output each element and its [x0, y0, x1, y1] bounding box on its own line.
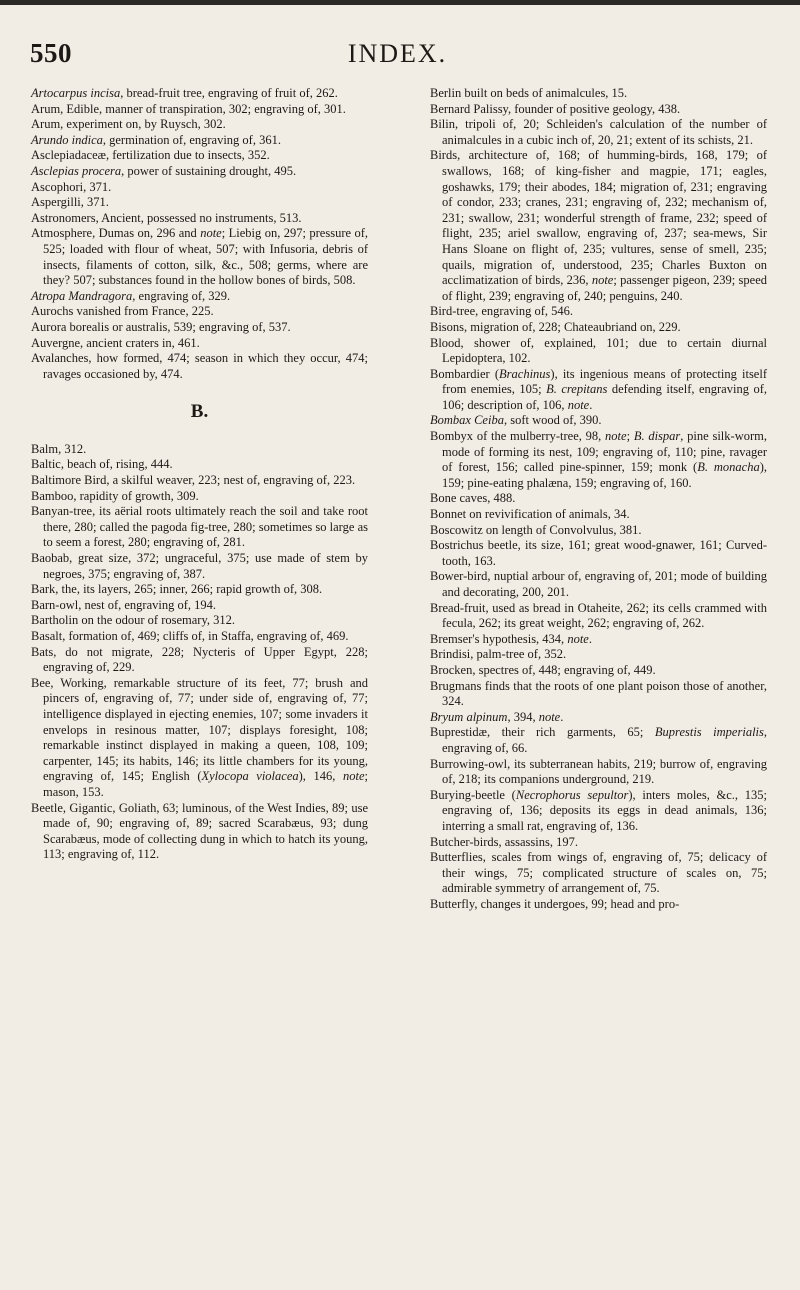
index-entry: Artocarpus incisa, bread-fruit tree, engraving of fruit of, 262. — [31, 86, 338, 100]
left-entries-b — [31, 442, 368, 863]
running-head: INDEX. — [347, 39, 448, 68]
index-entry: Bisons, migration of, 228; Chateaubriand on, 229. — [430, 319, 681, 334]
index-entry: Arum, Edible, manner of transpiration, 302; engraving of, 301. — [31, 101, 346, 116]
index-entry: Asclepiadaceæ, fertilization due to insects, 352. — [31, 148, 270, 163]
index-entry: Brocken, spectres of, 448; engraving of, 449. — [430, 662, 656, 677]
index-entry: Butterfly, changes it undergoes, 99; head and pro- — [430, 896, 680, 911]
page-top-rule — [0, 0, 800, 5]
index-entry: Bee, Working, remarkable structure of its feet, 77; brush and pincers of, engraving of, 77; under side of, engraving of, 77; intelligence displayed in ejecting enemies, 107; some invaders it envelops in resinous matter, 107; displays foresight, 108; remarkable instinct displayed in making a queen, 108, 109; carpenter, 145; its habits, 146; its little chambers for its young, engraving of, 145; English (Xylocopa violacea), 146, note; mason, 153. — [31, 675, 368, 799]
index-entry: Buprestidæ, their rich garments, 65; Buprestis imperialis, engraving of, 66. — [430, 725, 767, 755]
index-entry: Burying-beetle (Necrophorus sepultor), inters moles, &c., 135; engraving of, 136; deposits its eggs in dead animals, 136; interring a small rat, engraving of, 136. — [430, 787, 767, 833]
index-entry: Birds, architecture of, 168; of humming-birds, 168, 179; of swallows, 168; of king-fisher and magpie, 171; eagles, goshawks, 179; their abodes, 184; migration of, 231; engraving of condor, 233; cranes, 231; engraving of, 232; mechanism of, 231; swallow, 231; wonderful strength of frame, 232; speed of flight, 235; ariel swallow, engraving of, 237; sea-mews, Sir Hans Sloane on flight of, 235; vultures, sense of smell, 235; quails, migration of, understood, 235; Charles Buxton on acclimatization of birds, 236, note; passenger pigeon, 239; speed of flight, 239; engraving of, 240; penguins, 240. — [430, 148, 768, 303]
index-entry: Bombax Ceiba, soft wood of, 390. — [430, 413, 602, 428]
index-entry: Barn-owl, nest of, engraving of, 194. — [31, 597, 217, 612]
left-column — [31, 86, 368, 863]
index-entry: Baltimore Bird, a skilful weaver, 223; nest of, engraving of, 223. — [31, 473, 356, 488]
index-entry: Bernard Palissy, founder of positive geology, 438. — [430, 101, 681, 116]
index-entry: Baltic, beach of, rising, 444. — [31, 457, 173, 472]
index-entry: Baobab, great size, 372; ungraceful, 375; use made of stem by negroes, 375; engraving of, 387. — [31, 551, 368, 581]
index-entry: Bartholin on the odour of rosemary, 312. — [31, 613, 236, 628]
index-entry: Butterflies, scales from wings of, engraving of, 75; delicacy of their wings, 75; complicated structure of scales on, 75; admirable symmetry of arrangement of, 75. — [430, 850, 767, 896]
index-entry: Ascophori, 371. — [31, 179, 112, 194]
index-entry: Bonnet on revivification of animals, 34. — [430, 507, 630, 522]
index-entry: Atropa Mandragora, engraving of, 329. — [31, 288, 231, 303]
index-entry: Bombyx of the mulberry-tree, 98, note; B. dispar, pine silk-worm, mode of forming its nest, 109; engraving of, 110; pine, ravager of forest, 156; called pine-spinner, 159; monk (B. monacha), 159; pine-eating phalæna, 159; engraving of, 160. — [430, 429, 768, 490]
index-entry: Astronomers, Ancient, possessed no instruments, 513. — [31, 210, 302, 225]
left-entries-a — [31, 86, 368, 382]
index-entry: Bilin, tripoli of, 20; Schleiden's calculation of the number of animalcules in a cubic inch of, 20, 21; extent of its schists, 21. — [430, 117, 767, 147]
index-entry: Bombardier (Brachinus), its ingenious means of protecting itself from enemies, 105; B. crepitans defending itself, engraving of, 106; description of, 106, note. — [430, 366, 767, 412]
index-entry: Bostrichus beetle, its size, 161; great wood-gnawer, 161; Curved-tooth, 163. — [430, 538, 767, 568]
section-letter: B. — [190, 401, 209, 423]
index-entry: Bread-fruit, used as bread in Otaheite, 262; its cells crammed with fecula, 262; its great weight, 262; engraving of, 262. — [430, 600, 767, 631]
index-entry: Bryum alpinum, 394, note. — [430, 709, 564, 724]
right-column — [430, 86, 767, 912]
index-entry: Bird-tree, engraving of, 546. — [430, 304, 574, 319]
index-entry: Avalanches, how formed, 474; season in which they occur, 474; ravages occasioned by, 474. — [31, 351, 368, 381]
index-entry: Atmosphere, Dumas on, 296 and note; Liebig on, 297; pressure of, 525; loaded with flour of wheat, 507; with Infusoria, debris of insects, filaments of cotton, silk, &c., 508; germs, where are they? 507; substances found in the hollow bones of birds, 508. — [31, 226, 369, 288]
index-entry: Arum, experiment on, by Ruysch, 302. — [31, 117, 226, 132]
index-entry: Burrowing-owl, its subterranean habits, 219; burrow of, engraving of, 218; its companions underground, 219. — [430, 756, 767, 787]
index-entry: Bower-bird, nuptial arbour of, engraving of, 201; mode of building and decorating, 200, 201. — [430, 569, 767, 599]
index-entry: Bats, do not migrate, 228; Nycteris of Upper Egypt, 228; engraving of, 229. — [31, 644, 368, 675]
index-entry: Arundo indica, germination of, engraving of, 361. — [31, 132, 281, 147]
index-entry: Banyan-tree, its aërial roots ultimately reach the soil and take root there, 280; called the pagoda fig-tree, 280; sometimes so large as to seem a forest, 280; engraving of, 281. — [31, 504, 368, 550]
index-entry: Bamboo, rapidity of growth, 309. — [31, 488, 199, 503]
page-number: 550 — [30, 38, 72, 68]
index-entry: Brindisi, palm-tree of, 352. — [430, 647, 567, 662]
index-entry: Balm, 312. — [31, 441, 87, 456]
index-entry: Butcher-birds, assassins, 197. — [430, 834, 578, 849]
index-entry: Bone caves, 488. — [430, 491, 516, 506]
right-entries — [430, 86, 767, 912]
index-entry: Blood, shower of, explained, 101; due to certain diurnal Lepidoptera, 102. — [430, 335, 767, 366]
index-entry: Auvergne, ancient craters in, 461. — [31, 335, 200, 350]
index-entry: Beetle, Gigantic, Goliath, 63; luminous, of the West Indies, 89; use made of, 90; engraving of, 89; sacred Scarabæus, 93; dung Scarabæus, mode of collecting dung in which to hatch its young, 113; engraving of, 112. — [31, 800, 368, 862]
index-entry: Asclepias procera, power of sustaining drought, 495. — [31, 163, 297, 178]
index-entry: Aspergilli, 371. — [31, 195, 109, 210]
index-entry: Boscowitz on length of Convolvulus, 381. — [430, 522, 642, 537]
index-entry: Aurora borealis or australis, 539; engraving of, 537. — [31, 319, 291, 334]
index-entry: Berlin built on beds of animalcules, 15. — [430, 86, 628, 100]
index-entry: Aurochs vanished from France, 225. — [31, 304, 214, 319]
page-header — [30, 38, 765, 72]
index-entry: Brugmans finds that the roots of one plant poison those of another, 324. — [430, 678, 767, 709]
index-entry: Basalt, formation of, 469; cliffs of, in Staffa, engraving of, 469. — [31, 629, 349, 643]
index-entry: Bremser's hypothesis, 434, note. — [430, 631, 592, 646]
index-entry: Bark, the, its layers, 265; inner, 266; rapid growth of, 308. — [31, 582, 323, 597]
